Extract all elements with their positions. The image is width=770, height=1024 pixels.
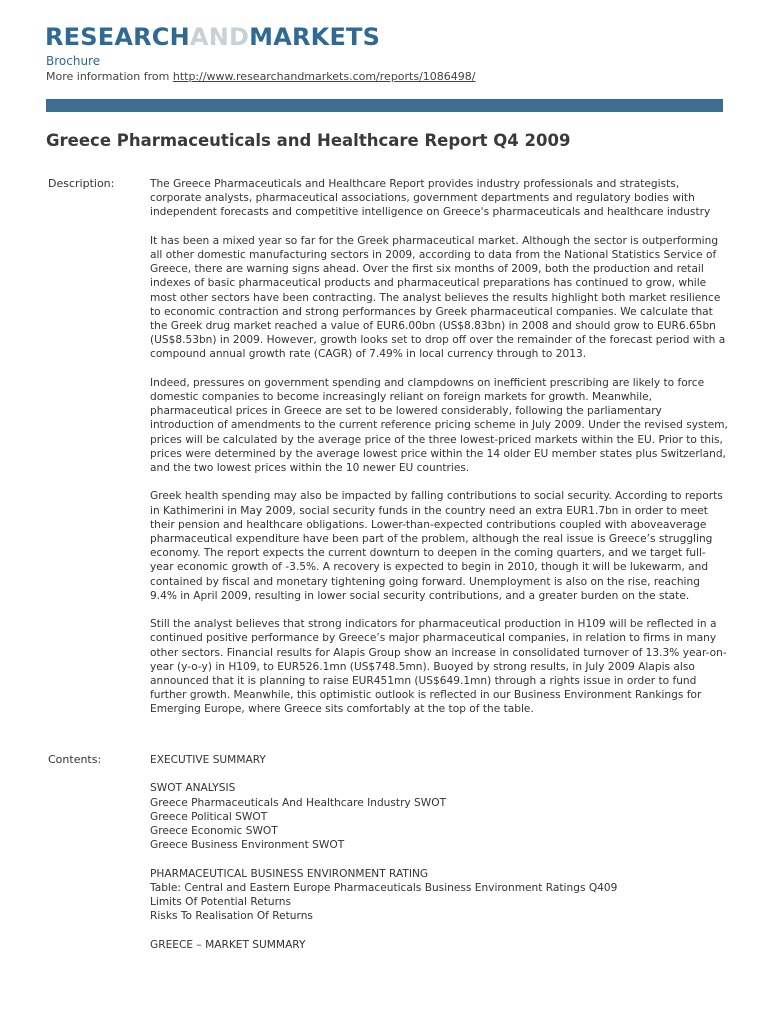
contents-section-heading: PHARMACEUTICAL BUSINESS ENVIRONMENT RATING	[150, 867, 429, 880]
description-paragraph: Still the analyst believes that strong indicators for pharmaceutical production in H109 will be reflected in a continued positive performance by Greece’s major pharmaceutical companies, in relation to firms in many other sectors. Financial results for Alapis Group show an increase in consolidated turnover of 13.3% year-on-year (y-o-y) in H109, to EUR526.1mn (US$748.5mn). Buoyed by strong results, in July 2009 Alapis also announced that it is planning to raise EUR451mn (US$649.1mn) through a rights issue in order to fund further growth. Meanwhile, this optimistic outlook is reflected in our Business Environment Rankings for Emerging Europe, where Greece sits comfortably at the top of the table.	[150, 618, 727, 716]
contents-item: Limits Of Potential Returns	[150, 896, 292, 908]
contents-item: Greece Pharmaceuticals And Healthcare Industry SWOT	[150, 796, 447, 809]
page-title: Greece Pharmaceuticals and Healthcare Report Q4 2009	[46, 131, 571, 150]
description-paragraph: Indeed, pressures on government spending and clampdowns on inefficient prescribing are likely to force domestic companies to become increasingly reliant on foreign markets for growth. Meanwhile, pharmaceutical prices in Greece are set to be lowered considerably, following the parliamentary introduction of amendments to the current reference pricing scheme in July 2009. Under the revised system, prices will be calculated by the average price of the three lowest-priced markets within the EU. Prior to this, prices were determined by the average lowest price within the 14 older EU member states plus Switzerland, and the two lowest prices within the 10 newer EU countries.	[150, 376, 728, 475]
contents-spacer	[150, 767, 617, 781]
description-body	[150, 177, 728, 731]
more-info-prefix: More information from	[46, 70, 173, 83]
description-paragraph: It has been a mixed year so far for the Greek pharmaceutical market. Although the sector is outperforming all other domestic manufacturing sectors in 2009, according to data from the National Statistics Service of Greece, there are warning signs ahead. Over the first six months of 2009, both the production and retail indexes of basic pharmaceutical products and pharmaceutical preparations has continued to grow, while most other sectors have been contracting. The analyst believes the results highlight both market resilience to economic contraction and strong performances by Greek pharmaceutical companies. We calculate that the Greek drug market reached a value of EUR6.00bn (US$8.83bn) in 2008 and should grow to EUR6.65bn (US$8.53bn) in 2009. However, growth looks set to drop off over the remainder of the forecast period with a compound annual growth rate (CAGR) of 7.49% in local currency through to 2013.	[150, 234, 726, 361]
report-url-link[interactable]: http://www.researchandmarkets.com/reports/1086498/	[172, 70, 476, 83]
contents-item: Greece Political SWOT	[150, 810, 268, 823]
contents-spacer	[150, 852, 617, 866]
contents-item: Greece Economic SWOT	[150, 825, 278, 837]
logo-research: RESEARCH	[45, 23, 190, 51]
contents-spacer	[150, 923, 617, 937]
contents-section-heading: GREECE – MARKET SUMMARY	[150, 938, 306, 951]
contents-list	[150, 753, 617, 952]
researchandmarkets-logo[interactable]	[45, 22, 380, 52]
contents-section-heading: EXECUTIVE SUMMARY	[150, 754, 266, 766]
description-paragraph: The Greece Pharmaceuticals and Healthcare Report provides industry professionals and strategists, corporate analysts, pharmaceutical associations, government departments and regulatory bodies with independent forecasts and competitive intelligence on Greece's pharmaceuticals and healthcare industry	[150, 178, 711, 219]
header-divider-bar	[46, 99, 723, 112]
logo-markets: MARKETS	[249, 23, 381, 51]
description-paragraph: Greek health spending may also be impacted by falling contributions to social security. According to reports in Kathimerini in May 2009, social security funds in the country need an extra EUR1.7bn in order to meet their pension and healthcare obligations. Lower-than-expected contributions coupled with aboveaverage pharmaceutical expenditure have been part of the problem, although the real issue is Greece’s struggling economy. The report expects the current downturn to deepen in the coming quarters, and we target full-year economic growth of -3.5%. A recovery is expected to begin in 2010, though it will be lukewarm, and contained by fiscal and monetary tightening going forward. Unemployment is also on the rise, reaching 9.4% in April 2009, resulting in lower social security contributions, and a greater burden on the state.	[150, 490, 723, 602]
description-label: Description:	[48, 177, 115, 190]
contents-item: Table: Central and Eastern Europe Pharmaceuticals Business Environment Ratings Q409	[150, 881, 618, 894]
logo-and: AND	[189, 23, 250, 51]
contents-section-heading: SWOT ANALYSIS	[150, 782, 236, 795]
contents-label: Contents:	[48, 753, 102, 766]
brochure-label: Brochure	[46, 54, 101, 68]
contents-item: Risks To Realisation Of Returns	[150, 910, 313, 923]
contents-item: Greece Business Environment SWOT	[150, 839, 345, 852]
more-info-line	[46, 70, 476, 83]
